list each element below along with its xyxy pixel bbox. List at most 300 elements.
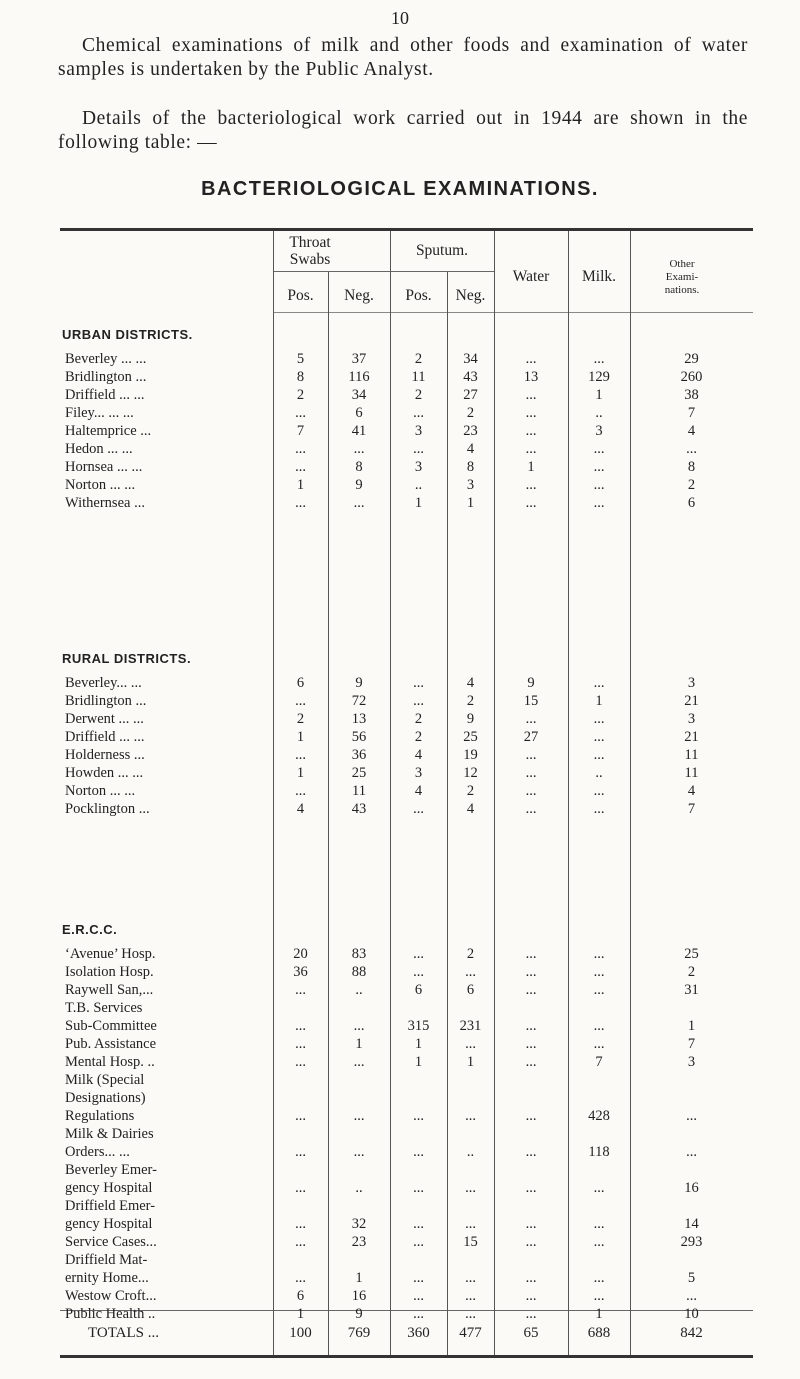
cell-throat-pos: ...: [295, 1018, 306, 1034]
cell-water: ...: [525, 1306, 537, 1322]
cell-milk: ...: [593, 801, 605, 817]
cell-sputum-neg: 1: [466, 495, 475, 511]
cell-sputum-neg: 27: [463, 387, 478, 403]
table-row: [60, 674, 753, 692]
cell-milk: 129: [588, 369, 610, 385]
cell-water: ...: [525, 1108, 537, 1124]
row-label: Orders... ...: [65, 1144, 130, 1160]
row-label: T.B. Services: [65, 1000, 143, 1016]
table-row: [60, 1053, 753, 1071]
row-label: Raywell San,...: [65, 982, 154, 998]
subheader-rule: [273, 271, 494, 272]
cell-sputum-pos: 4: [414, 783, 423, 799]
table-row: [60, 1179, 753, 1197]
cell-throat-neg: ...: [353, 495, 365, 511]
row-label: Hornsea ... ...: [65, 459, 143, 475]
row-label: Public Health ..: [65, 1306, 156, 1322]
cell-milk: ...: [593, 351, 605, 367]
table-row: [60, 368, 753, 386]
totals-throat-pos: 100: [289, 1325, 312, 1341]
row-label: Norton ... ...: [65, 477, 136, 493]
cell-sputum-neg: 231: [459, 1018, 482, 1034]
table-row: [60, 440, 753, 458]
table-row: [60, 422, 753, 440]
row-label: Mental Hosp. ..: [65, 1054, 155, 1070]
cell-water: 27: [523, 729, 539, 745]
cell-throat-pos: ...: [295, 459, 306, 475]
cell-sputum-pos: 3: [414, 765, 423, 781]
totals-other: 842: [680, 1325, 703, 1341]
table-row: [60, 945, 753, 963]
cell-throat-neg: 6: [355, 405, 363, 421]
cell-other: 21: [684, 729, 699, 745]
cell-sputum-pos: ...: [413, 1108, 424, 1124]
cell-water: ...: [525, 711, 537, 727]
cell-sputum-pos: ...: [413, 675, 424, 691]
cell-sputum-neg: ...: [465, 1036, 476, 1052]
cell-water: 1: [527, 459, 535, 475]
cell-sputum-pos: ...: [413, 1288, 424, 1304]
cell-throat-pos: 36: [293, 964, 308, 980]
cell-throat-pos: ...: [295, 1054, 306, 1070]
cell-throat-neg: ..: [355, 982, 363, 998]
cell-throat-neg: 9: [355, 675, 363, 691]
table-row: [60, 1035, 753, 1053]
cell-water: ...: [525, 1144, 537, 1160]
cell-sputum-pos: 1: [414, 1054, 423, 1070]
row-label: Derwent ... ...: [65, 711, 144, 727]
cell-throat-pos: 1: [296, 477, 305, 493]
cell-sputum-pos: ...: [413, 801, 424, 817]
cell-other: 2: [687, 964, 696, 980]
cell-other: 7: [687, 1036, 696, 1052]
table-heading: BACTERIOLOGICAL EXAMINATIONS.: [201, 178, 599, 200]
cell-milk: 428: [588, 1108, 610, 1124]
table-row: [60, 494, 753, 512]
cell-sputum-pos: 1: [414, 1036, 423, 1052]
row-label: Driffield Mat-: [65, 1252, 148, 1268]
cell-sputum-pos: 6: [414, 982, 423, 998]
row-label: Bridlington ...: [65, 369, 147, 385]
cell-milk: ...: [593, 1180, 605, 1196]
row-label: Beverley... ...: [65, 675, 142, 691]
header-throat-swabs: Throat Swabs: [289, 234, 331, 268]
cell-throat-neg: 116: [348, 369, 370, 385]
cell-milk: 1: [595, 1306, 603, 1322]
row-label: Milk (Special: [65, 1072, 145, 1088]
table-row: [60, 1017, 753, 1035]
row-label: Isolation Hosp.: [65, 964, 154, 980]
row-label: Sub-Committee: [65, 1018, 157, 1034]
cell-sputum-neg: ..: [466, 1144, 475, 1160]
cell-throat-neg: 88: [351, 964, 367, 980]
cell-throat-neg: ...: [353, 1108, 365, 1124]
cell-sputum-neg: 19: [463, 747, 478, 763]
cell-sputum-neg: 12: [463, 765, 478, 781]
cell-throat-neg: 13: [351, 711, 367, 727]
cell-sputum-neg: 23: [463, 423, 478, 439]
table-row: [60, 1269, 753, 1287]
cell-other: 38: [684, 387, 699, 403]
cell-other: ...: [686, 441, 697, 457]
cell-milk: 7: [595, 1054, 603, 1070]
table-row: [60, 746, 753, 764]
cell-sputum-pos: ...: [413, 405, 424, 421]
cell-milk: ...: [593, 1234, 605, 1250]
subheader-sputum-pos: Pos.: [405, 287, 432, 304]
cell-sputum-neg: 34: [463, 351, 478, 367]
cell-throat-neg: 1: [355, 1036, 363, 1052]
row-label: Driffield ... ...: [65, 729, 145, 745]
cell-sputum-pos: ..: [414, 477, 423, 493]
cell-milk: ..: [595, 765, 603, 781]
cell-water: ...: [525, 982, 537, 998]
cell-throat-neg: ...: [353, 1144, 365, 1160]
cell-throat-pos: 1: [296, 1306, 305, 1322]
cell-throat-pos: ...: [295, 982, 306, 998]
cell-other: 4: [687, 783, 696, 799]
row-label: Service Cases...: [65, 1234, 157, 1250]
cell-throat-neg: ...: [353, 441, 365, 457]
table-row: [60, 1233, 753, 1251]
cell-water: ...: [525, 783, 537, 799]
cell-sputum-pos: ...: [413, 1234, 424, 1250]
cell-sputum-neg: ...: [465, 1270, 476, 1286]
table-row: [60, 1251, 753, 1269]
cell-throat-pos: ...: [295, 1234, 306, 1250]
cell-sputum-neg: ...: [465, 1306, 476, 1322]
cell-sputum-neg: 2: [466, 946, 475, 962]
cell-water: 9: [527, 675, 535, 691]
row-label: Designations): [65, 1090, 146, 1106]
row-label: Holderness ...: [65, 747, 145, 763]
cell-throat-pos: ...: [295, 1036, 306, 1052]
row-label: Filey... ... ...: [65, 405, 134, 421]
cell-water: ...: [525, 765, 537, 781]
cell-milk: ...: [593, 495, 605, 511]
cell-water: ...: [525, 441, 537, 457]
cell-milk: ...: [593, 711, 605, 727]
cell-milk: ...: [593, 1036, 605, 1052]
table-row: [60, 728, 753, 746]
page-number: 10: [391, 8, 409, 28]
row-label: Pocklington ...: [65, 801, 150, 817]
cell-water: ...: [525, 387, 537, 403]
cell-other: 10: [684, 1306, 699, 1322]
table-row: [60, 1197, 753, 1215]
table-row: [60, 800, 753, 818]
cell-sputum-neg: 4: [466, 441, 475, 457]
cell-throat-pos: ...: [295, 1108, 306, 1124]
cell-sputum-neg: ...: [465, 1216, 476, 1232]
cell-milk: 1: [595, 693, 603, 709]
cell-milk: ...: [593, 1216, 605, 1232]
cell-milk: ...: [593, 729, 605, 745]
cell-other: 4: [687, 423, 696, 439]
cell-other: 16: [684, 1180, 699, 1196]
cell-throat-pos: ...: [295, 693, 306, 709]
cell-milk: 1: [595, 387, 603, 403]
table-bottom-rule: [60, 1355, 753, 1358]
cell-water: ...: [525, 946, 537, 962]
row-label: Westow Croft...: [65, 1288, 157, 1304]
cell-milk: ...: [593, 441, 605, 457]
cell-throat-neg: 1: [355, 1270, 363, 1286]
cell-other: 31: [684, 982, 699, 998]
table-row: [60, 404, 753, 422]
section-title: URBAN DISTRICTS.: [62, 327, 193, 342]
cell-other: ...: [686, 1144, 697, 1160]
cell-sputum-pos: 315: [407, 1018, 430, 1034]
cell-other: 1: [687, 1018, 696, 1034]
cell-milk: ...: [593, 1288, 605, 1304]
cell-throat-neg: 16: [351, 1288, 367, 1304]
cell-other: ...: [686, 1288, 697, 1304]
cell-throat-pos: ...: [295, 495, 306, 511]
table-row: [60, 1215, 753, 1233]
cell-milk: ...: [593, 982, 605, 998]
cell-sputum-neg: 1: [466, 1054, 475, 1070]
cell-sputum-neg: 4: [466, 801, 475, 817]
cell-throat-neg: 9: [355, 1306, 363, 1322]
cell-sputum-pos: 3: [414, 423, 423, 439]
cell-sputum-pos: ...: [413, 964, 424, 980]
cell-sputum-pos: 11: [411, 369, 426, 385]
cell-throat-pos: ...: [295, 441, 306, 457]
cell-other: 3: [687, 711, 696, 727]
header-other-examinations: Other Exami-nations.: [664, 258, 700, 296]
cell-sputum-pos: 2: [414, 387, 423, 403]
table-row: [60, 1143, 753, 1161]
cell-throat-neg: 9: [355, 477, 363, 493]
table-row: [60, 692, 753, 710]
cell-sputum-pos: ...: [413, 1180, 424, 1196]
cell-milk: ..: [595, 405, 603, 421]
cell-throat-pos: 6: [296, 675, 305, 691]
row-label: gency Hospital: [65, 1216, 153, 1232]
section-title: E.R.C.C.: [62, 922, 118, 937]
cell-throat-pos: 20: [293, 946, 308, 962]
row-label: Regulations: [65, 1108, 135, 1124]
cell-throat-pos: ...: [295, 1216, 306, 1232]
cell-other: 21: [684, 693, 699, 709]
header-bottom-rule: [273, 312, 753, 313]
totals-milk: 688: [587, 1325, 611, 1341]
cell-throat-pos: 6: [296, 1288, 305, 1304]
cell-other: 25: [684, 946, 699, 962]
cell-water: 13: [523, 369, 539, 385]
cell-throat-neg: 37: [351, 351, 367, 367]
row-label: Hedon ... ...: [65, 441, 133, 457]
row-label: Beverley ... ...: [65, 351, 147, 367]
cell-sputum-pos: ...: [413, 1270, 424, 1286]
cell-sputum-pos: ...: [413, 1216, 424, 1232]
cell-sputum-pos: 3: [414, 459, 423, 475]
cell-throat-pos: 8: [296, 369, 305, 385]
cell-throat-neg: 11: [352, 783, 366, 799]
totals-sputum-neg: 477: [459, 1325, 482, 1341]
cell-other: 7: [687, 801, 696, 817]
cell-other: 260: [680, 369, 703, 385]
cell-throat-pos: 1: [296, 729, 305, 745]
totals-water: 65: [523, 1325, 539, 1341]
row-label: Howden ... ...: [65, 765, 144, 781]
cell-other: 2: [687, 477, 696, 493]
table-row: [60, 782, 753, 800]
cell-milk: ...: [593, 477, 605, 493]
table-row: [60, 1107, 753, 1125]
cell-throat-neg: 41: [351, 423, 367, 439]
cell-sputum-neg: 43: [463, 369, 478, 385]
cell-other: 3: [687, 675, 696, 691]
cell-water: ...: [525, 1234, 537, 1250]
subheader-sputum-neg: Neg.: [455, 287, 486, 304]
cell-sputum-neg: ...: [465, 964, 476, 980]
table-row: [60, 458, 753, 476]
cell-other: 11: [684, 747, 699, 763]
table-row: [60, 1089, 753, 1107]
row-label: gency Hospital: [65, 1180, 153, 1196]
cell-sputum-neg: ...: [465, 1288, 476, 1304]
cell-other: 11: [684, 765, 699, 781]
table-row: [60, 1125, 753, 1143]
subheader-throat-pos: Pos.: [287, 287, 314, 304]
table-row: [60, 764, 753, 782]
table-row: [60, 350, 753, 368]
table-row: [60, 476, 753, 494]
row-label: ‘Avenue’ Hosp.: [65, 946, 156, 962]
cell-sputum-neg: ...: [465, 1108, 476, 1124]
cell-throat-pos: ...: [295, 1270, 306, 1286]
cell-water: ...: [525, 1180, 537, 1196]
row-label: ernity Home...: [65, 1270, 149, 1286]
cell-throat-pos: 4: [296, 801, 305, 817]
cell-throat-pos: 2: [296, 387, 305, 403]
section-title: RURAL DISTRICTS.: [62, 651, 192, 666]
cell-water: ...: [525, 1054, 537, 1070]
subheader-throat-neg: Neg.: [344, 287, 374, 304]
row-label: Beverley Emer-: [65, 1162, 157, 1178]
cell-throat-neg: ...: [353, 1054, 365, 1070]
cell-other: 3: [687, 1054, 696, 1070]
cell-water: ...: [525, 747, 537, 763]
cell-water: ...: [525, 405, 537, 421]
cell-sputum-neg: ...: [465, 1180, 476, 1196]
row-label: Driffield ... ...: [65, 387, 145, 403]
cell-sputum-neg: 2: [466, 405, 475, 421]
row-label: Haltemprice ...: [65, 423, 152, 439]
details-paragraph: Details of the bacteriological work carried out in 1944 are shown in the following table: —: [58, 108, 748, 153]
cell-water: ...: [525, 351, 537, 367]
cell-throat-neg: ..: [355, 1180, 363, 1196]
table-row: [60, 1305, 753, 1323]
cell-sputum-neg: 6: [466, 982, 475, 998]
cell-sputum-neg: 8: [466, 459, 475, 475]
table-row: [60, 1071, 753, 1089]
cell-water: ...: [525, 801, 537, 817]
table-row: [60, 981, 753, 999]
bacteriological-table: [60, 228, 753, 1358]
cell-other: 5: [687, 1270, 696, 1286]
cell-sputum-pos: ...: [413, 1306, 424, 1322]
cell-milk: ...: [593, 675, 605, 691]
cell-sputum-pos: ...: [413, 946, 424, 962]
cell-water: ...: [525, 1270, 537, 1286]
cell-water: 15: [523, 693, 539, 709]
cell-sputum-pos: 2: [414, 729, 423, 745]
row-label: Pub. Assistance: [65, 1036, 157, 1052]
header-milk: Milk.: [581, 268, 617, 285]
row-label: Milk & Dairies: [65, 1126, 154, 1142]
cell-milk: ...: [593, 1018, 605, 1034]
table-row: [60, 963, 753, 981]
row-label: Driffield Emer-: [65, 1198, 156, 1214]
cell-sputum-pos: ...: [413, 693, 424, 709]
cell-throat-neg: 36: [351, 747, 367, 763]
table-row: [60, 1287, 753, 1305]
cell-milk: 3: [595, 423, 603, 439]
cell-throat-pos: ...: [295, 1144, 306, 1160]
cell-other: 6: [687, 495, 696, 511]
cell-throat-neg: 25: [351, 765, 367, 781]
cell-throat-neg: 56: [351, 729, 367, 745]
cell-throat-neg: 34: [351, 387, 367, 403]
cell-throat-neg: ...: [353, 1018, 365, 1034]
cell-sputum-neg: 2: [466, 693, 475, 709]
cell-sputum-neg: 25: [463, 729, 478, 745]
cell-other: 7: [687, 405, 696, 421]
cell-water: ...: [525, 1288, 537, 1304]
cell-sputum-pos: ...: [413, 1144, 424, 1160]
cell-other: 8: [687, 459, 696, 475]
cell-water: ...: [525, 964, 537, 980]
cell-milk: ...: [593, 783, 605, 799]
cell-milk: ...: [593, 459, 605, 475]
cell-sputum-pos: 2: [414, 711, 423, 727]
cell-sputum-neg: 4: [466, 675, 475, 691]
cell-throat-neg: 8: [355, 459, 363, 475]
cell-water: ...: [525, 495, 537, 511]
totals-sputum-pos: 360: [407, 1325, 430, 1341]
cell-sputum-pos: 4: [414, 747, 423, 763]
cell-throat-pos: 5: [296, 351, 305, 367]
cell-throat-pos: ...: [295, 405, 306, 421]
table-row: [60, 1161, 753, 1179]
cell-sputum-pos: 2: [414, 351, 423, 367]
cell-throat-neg: 32: [351, 1216, 367, 1232]
intro-paragraph: Chemical examinations of milk and other foods and examination of water samples is undertaken by the Public Analyst.: [58, 35, 748, 80]
cell-throat-pos: ...: [295, 1180, 306, 1196]
cell-water: ...: [525, 1036, 537, 1052]
cell-sputum-pos: ...: [413, 441, 424, 457]
row-label: Withernsea ...: [65, 495, 145, 511]
row-label: Bridlington ...: [65, 693, 147, 709]
cell-throat-pos: ...: [295, 747, 306, 763]
cell-milk: 118: [588, 1144, 610, 1160]
cell-other: 293: [680, 1234, 703, 1250]
cell-sputum-neg: 15: [463, 1234, 478, 1250]
cell-throat-neg: 72: [351, 693, 367, 709]
cell-sputum-neg: 9: [466, 711, 475, 727]
cell-throat-pos: 2: [296, 711, 305, 727]
cell-other: 29: [684, 351, 699, 367]
row-label: Norton ... ...: [65, 783, 136, 799]
cell-sputum-neg: 2: [466, 783, 475, 799]
cell-throat-pos: ...: [295, 783, 306, 799]
cell-milk: ...: [593, 1270, 605, 1286]
table-top-rule: [60, 228, 753, 231]
cell-throat-neg: 43: [351, 801, 367, 817]
